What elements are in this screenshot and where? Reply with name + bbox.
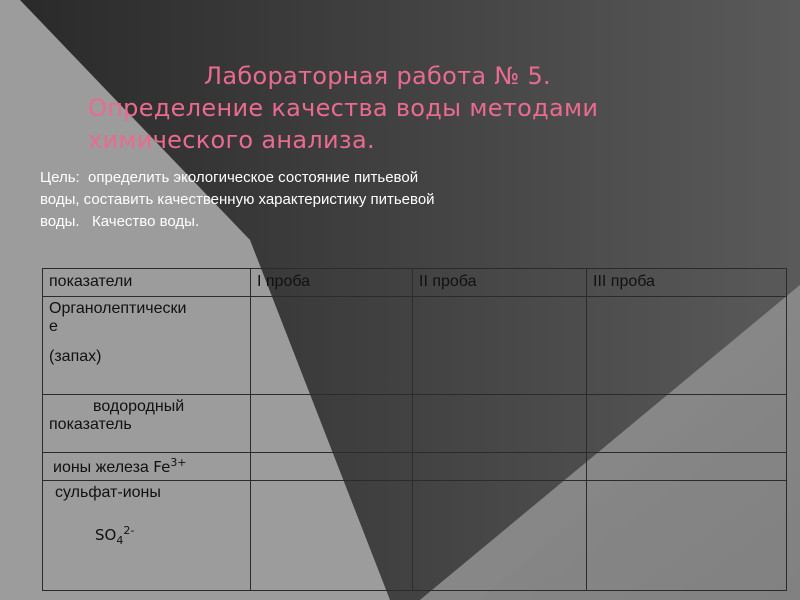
table-header-row: [43, 269, 787, 297]
cell-iron-sample-3[interactable]: [587, 453, 787, 481]
table-row: [43, 481, 787, 591]
cell-iron-sample-1[interactable]: [251, 453, 413, 481]
goal-paragraph: [40, 167, 580, 233]
slide-title-line-3: химического анализа.: [88, 126, 375, 154]
header-sample-1: I проба: [251, 269, 413, 297]
header-sample-3: III проба: [587, 269, 787, 297]
slide-title-line-1: Лабораторная работа № 5.: [204, 62, 551, 90]
goal-line-3: воды. Качество воды.: [40, 213, 200, 230]
cell-organoleptic-sample-2[interactable]: [413, 297, 587, 395]
organoleptic-line-1: Органолептически: [49, 300, 187, 317]
iron-formula: $Fe^{3+}$: [153, 456, 187, 476]
row-label-organoleptic: [43, 297, 251, 395]
cell-ph-sample-2[interactable]: [413, 395, 587, 453]
row-label-ph: [43, 395, 251, 453]
cell-sulfate-sample-3[interactable]: [587, 481, 787, 591]
cell-iron-sample-2[interactable]: [413, 453, 587, 481]
cell-organoleptic-sample-1[interactable]: [251, 297, 413, 395]
table-row: [43, 297, 787, 395]
ph-line-1: водородный: [93, 398, 185, 415]
organoleptic-line-3: (запах): [49, 348, 102, 365]
cell-ph-sample-1[interactable]: [251, 395, 413, 453]
sulfate-label: сульфат-ионы: [55, 484, 161, 501]
organoleptic-line-2: е: [49, 318, 58, 335]
slide-title-line-2: Определение качества воды методами: [88, 94, 599, 122]
goal-line-2: воды, составить качественную характеристику питьевой: [40, 191, 435, 208]
row-label-sulfate: [43, 481, 251, 591]
cell-organoleptic-sample-3[interactable]: [587, 297, 787, 395]
goal-line-1: определить экологическое состояние питьевой: [88, 169, 419, 186]
table-row: [43, 395, 787, 453]
header-indicators: показатели: [43, 269, 251, 297]
cell-sulfate-sample-2[interactable]: [413, 481, 587, 591]
cell-ph-sample-3[interactable]: [587, 395, 787, 453]
goal-label: Цель:: [40, 169, 80, 186]
sulfate-formula: $SO_4^{2-}$: [95, 524, 135, 547]
water-quality-table: [42, 268, 787, 591]
cell-sulfate-sample-1[interactable]: [251, 481, 413, 591]
table-row: [43, 453, 787, 481]
header-sample-2: II проба: [413, 269, 587, 297]
iron-label: ионы железа: [53, 459, 149, 476]
ph-line-2: показатель: [49, 416, 132, 433]
row-label-iron: [43, 453, 251, 481]
